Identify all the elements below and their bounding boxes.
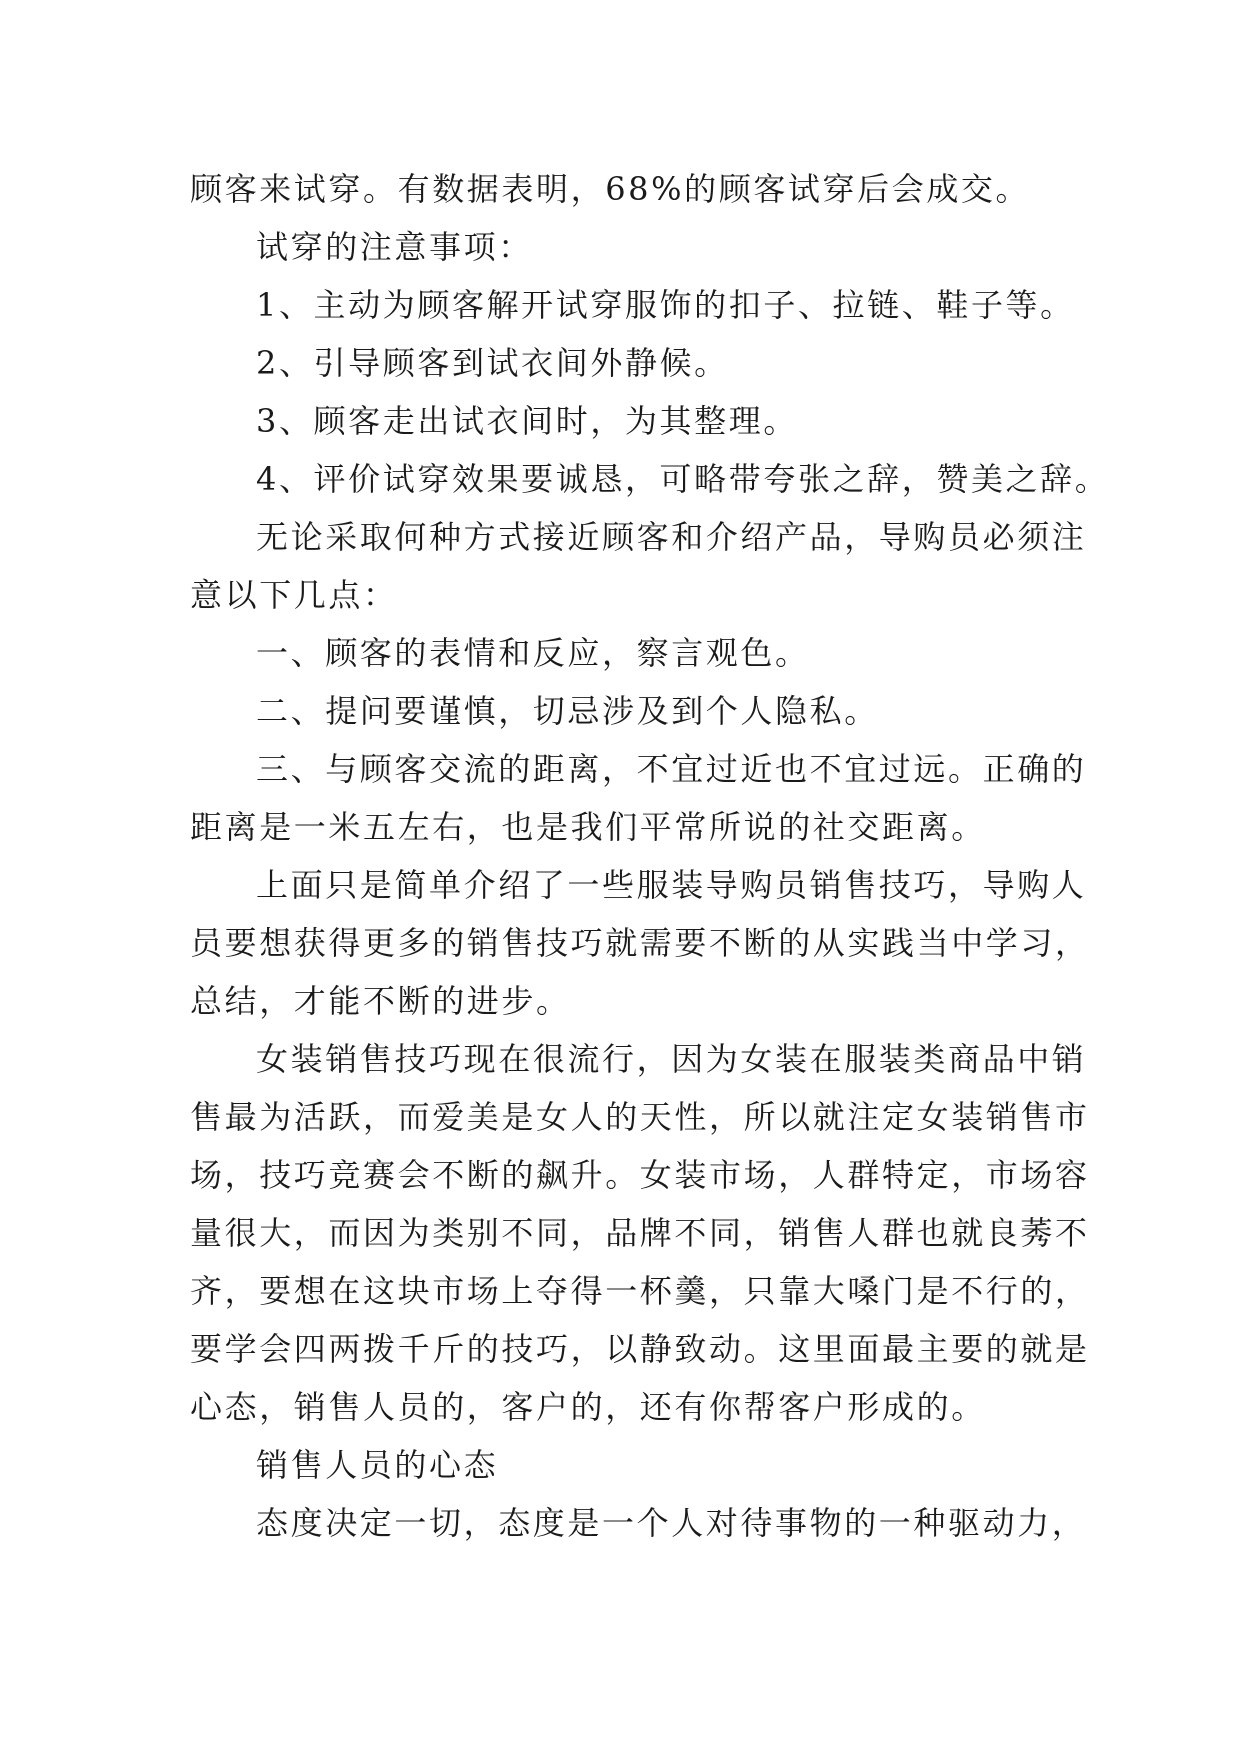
text-line: 量很大，而因为类别不同，品牌不同，销售人群也就良莠不	[190, 1214, 1090, 1252]
list-item: 2、引导顾客到试衣间外静候。	[256, 344, 729, 382]
text-line: 心态，销售人员的，客户的，还有你帮客户形成的。	[190, 1388, 986, 1426]
document-body	[190, 160, 1110, 1552]
text-line: 上面只是简单介绍了一些服装导购员销售技巧，导购人	[256, 866, 1087, 904]
section-heading: 销售人员的心态	[256, 1446, 499, 1484]
text-line: 态度决定一切，态度是一个人对待事物的一种驱动力，	[256, 1504, 1087, 1542]
list-item: 1、主动为顾客解开试穿服饰的扣子、拉链、鞋子等。	[256, 286, 1075, 324]
text-line: 试穿的注意事项：	[256, 228, 533, 266]
text-line: 无论采取何种方式接近顾客和介绍产品，导购员必须注	[256, 518, 1087, 556]
text-line: 售最为活跃，而爱美是女人的天性，所以就注定女装销售市	[190, 1098, 1090, 1136]
text-line: 顾客来试穿。有数据表明，68%的顾客试穿后会成交。	[190, 170, 1031, 208]
list-item: 3、顾客走出试衣间时，为其整理。	[256, 402, 798, 440]
text-line: 女装销售技巧现在很流行，因为女装在服装类商品中销	[256, 1040, 1087, 1078]
text-line: 要学会四两拨千斤的技巧，以静致动。这里面最主要的就是	[190, 1330, 1090, 1368]
text-line: 意以下几点：	[190, 576, 398, 614]
text-line: 总结，才能不断的进步。	[190, 982, 571, 1020]
text-line: 齐，要想在这块市场上夺得一杯羹，只靠大嗓门是不行的，	[190, 1272, 1090, 1310]
text-line: 距离是一米五左右，也是我们平常所说的社交距离。	[190, 808, 986, 846]
text-line: 场，技巧竞赛会不断的飙升。女装市场，人群特定，市场容	[190, 1156, 1090, 1194]
list-item: 二、提问要谨慎，切忌涉及到个人隐私。	[256, 692, 879, 730]
list-item: 一、顾客的表情和反应，察言观色。	[256, 634, 810, 672]
list-item: 三、与顾客交流的距离，不宜过近也不宜过远。正确的	[256, 750, 1087, 788]
list-item: 4、评价试穿效果要诚恳，可略带夸张之辞，赞美之辞。	[256, 460, 1110, 498]
text-line: 员要想获得更多的销售技巧就需要不断的从实践当中学习，	[190, 924, 1090, 962]
